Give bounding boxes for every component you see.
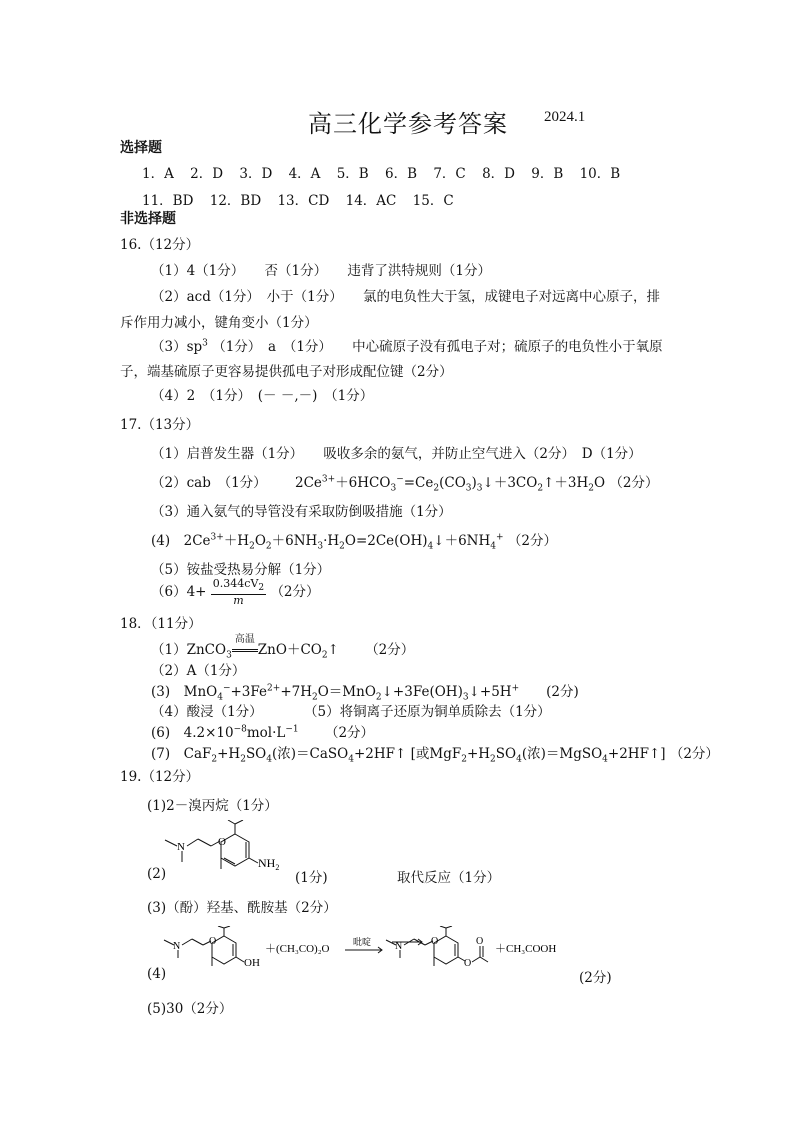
choice-answer: 13．CD — [277, 193, 330, 209]
q18-equation-7: (7) $CaF_2+H_2SO_4$(浓)＝CaSO$_4$+2HF↑ [或$MgF_2+H_2SO_4$(浓)＝MgSO$_4$+2HF↑] — [151, 746, 666, 765]
q19-s4-byproduct: ＋CH₃COOH — [495, 943, 557, 955]
q18-line-6 — [151, 721, 374, 741]
q18-condition-arrow — [232, 634, 258, 658]
q17-line-3: （3）通入氨气的导管没有采取防倒吸措施（1分） — [151, 504, 452, 520]
q19-s4-catalyst: 吡啶 — [353, 937, 372, 947]
choice-answer: 11．BD — [142, 193, 194, 209]
choice-answer: 12．BD — [209, 193, 262, 209]
q16-line-5: 子，端基硫原子更容易提供孤电子对形成配位键（2分） — [120, 364, 453, 380]
section-choice-heading: 选择题 — [120, 140, 162, 156]
q17-equation-2: $2Ce^{3+}+6HCO_3^-=Ce_2(CO_3)_3↓+3CO_2↑+3H_2O$ — [294, 474, 606, 494]
q16-line-4-a: （3）sp — [151, 339, 203, 355]
q19-line-4: (4) — [147, 966, 167, 982]
choice-answer: 7．C — [433, 166, 466, 182]
q18-line-2: （2）A（1分） — [151, 663, 246, 679]
q19-line-4-score: (2分) — [579, 970, 612, 986]
q18-line-4: （4）酸浸（1分） — [151, 704, 263, 720]
q17-equation-4: (4) $2Ce^{3+}+H_2O_2+6NH_3\cdot H_2O=2Ce(OH)_4↓+6NH_4^+$ — [151, 532, 504, 552]
q17-line-6-b: （2分） — [270, 584, 320, 601]
q17-line-2 — [151, 471, 658, 494]
q17-line-4-b: （2分） — [507, 533, 557, 549]
q19-s4p-ester-oxygen: O — [464, 958, 472, 969]
q19-s2-amine-label: $NH_2$ — [258, 856, 280, 872]
q17-fraction — [211, 578, 266, 607]
q19-s4-reagent: ＋(CH₃CO)₂O — [265, 943, 330, 955]
choice-answer: 15．C — [412, 193, 454, 209]
q19-line-3: (3)（酚）羟基、酰胺基（2分） — [147, 900, 337, 916]
q16-line-2: （2）acd（1分） 小于（1分） 氯的电负性大于氢，成键电子对远离中心原子，排 — [151, 289, 661, 305]
q19-heading: 19.（12分） — [120, 769, 200, 785]
q16-line-4 — [151, 335, 663, 355]
q17-heading: 17.（13分） — [120, 417, 200, 433]
choice-answer: 1．A — [142, 166, 174, 182]
q19-s2-nitrogen: N — [177, 841, 185, 853]
q19-line-5: (5)30（2分） — [147, 1001, 233, 1017]
q19-line-1: (1)2－溴丙烷（1分） — [147, 798, 278, 814]
choice-answer: 9．B — [531, 166, 564, 182]
q16-line-4-b: （1分） a （1分） 中心硫原子没有孤电子对；硫原子的电负性小于氧原 — [212, 339, 663, 355]
q17-line-5: （5）铵盐受热易分解（1分） — [151, 562, 331, 578]
q17-line-2-a: （2）cab （1分） — [151, 475, 267, 491]
choice-answer: 5．B — [336, 166, 369, 182]
choice-answer: 6．B — [385, 166, 418, 182]
q18-line-1-c: （2分） — [365, 642, 415, 658]
q16-heading: 16.（12分） — [120, 237, 200, 253]
q19-line-2-reaction-type: 取代反应（1分） — [397, 870, 501, 886]
q19-s4p-oxygen: O — [431, 936, 439, 947]
q17-fraction-numerator-text: 0.344cV — [212, 577, 259, 590]
q18-heading: 18．（11分） — [120, 616, 202, 632]
q19-structure-2 — [160, 820, 300, 892]
choice-answer: 14．AC — [345, 193, 397, 209]
q19-line-2-a: (2) — [147, 866, 167, 882]
q17-fraction-denominator: m — [233, 594, 244, 608]
q17-line-4 — [151, 529, 557, 552]
section-nonchoice-heading: 非选择题 — [120, 211, 176, 227]
choice-answer: 3．D — [239, 166, 273, 182]
choice-answers-row-2 — [142, 189, 466, 209]
q18-line-5: （5）将铜离子还原为铜单质除去（1分） — [304, 704, 551, 720]
date-label: 2024.1 — [544, 109, 586, 125]
q18-value-6: (6) $4.2\times 10^{-8}mol\cdot L^{-1}$ — [151, 724, 299, 741]
choice-answer: 4．A — [288, 166, 321, 182]
q17-fraction-numerator: $0.344cV_2$ — [212, 577, 265, 594]
q19-s4-oxygen: O — [209, 936, 217, 947]
q18-line-1-a: （1）ZnCO — [151, 642, 227, 658]
q17-line-1: （1）启普发生器（1分） 吸收多余的氨气，并防止空气进入（2分） D（1分） — [151, 446, 642, 462]
q19-line-2 — [147, 866, 166, 882]
page-title: 高三化学参考答案 — [308, 110, 508, 138]
q17-line-6 — [151, 578, 320, 607]
q16-line-3: 斥作用力减小，键角变小（1分） — [120, 315, 318, 331]
q18-line-7-b: （2分） — [669, 746, 719, 762]
q19-s4p-nitrogen: N — [395, 941, 403, 952]
choice-answers-row-1 — [142, 162, 632, 182]
q17-line-2-b: （2分） — [609, 475, 659, 491]
choice-answer: 2．D — [190, 166, 224, 182]
q16-line-6: （4）2 （1分） (－ －,－) （1分） — [151, 388, 374, 404]
q18-equation-3: (3) $MnO_4^-+3Fe^{2+}+7H_2O=MnO_2↓+3Fe(OH)_3↓+5H^+$ (2分) — [151, 683, 579, 703]
q18-condition-text: 高温 — [234, 634, 255, 645]
q19-s2-oxygen: O — [218, 836, 226, 848]
q19-s4-hydroxyl-label: OH — [244, 957, 260, 969]
q18-line-1: （1）ZnCO$_3$ 高温 $ZnO+CO_2↑$ （2分） — [151, 638, 414, 661]
q16-line-1: （1）4（1分） 否（1分） 违背了洪特规则（1分） — [151, 263, 491, 279]
q19-s4-nitrogen: N — [173, 941, 181, 952]
q19-s4p-carbonyl-oxygen: O — [476, 936, 484, 947]
q18-line-1-b: ZnO＋CO — [257, 642, 322, 658]
q17-line-6-a: （6）4+ — [151, 584, 207, 601]
q19-line-2-score: (1分) — [295, 870, 328, 886]
choice-answer: 10．B — [579, 166, 621, 182]
q19-reaction-scheme-4 — [160, 926, 600, 976]
q18-line-7 — [151, 742, 719, 765]
choice-answer: 8．D — [482, 166, 515, 182]
q16-line-4-sup: 3 — [202, 338, 208, 349]
q18-line-6-b: （2分） — [324, 725, 375, 741]
